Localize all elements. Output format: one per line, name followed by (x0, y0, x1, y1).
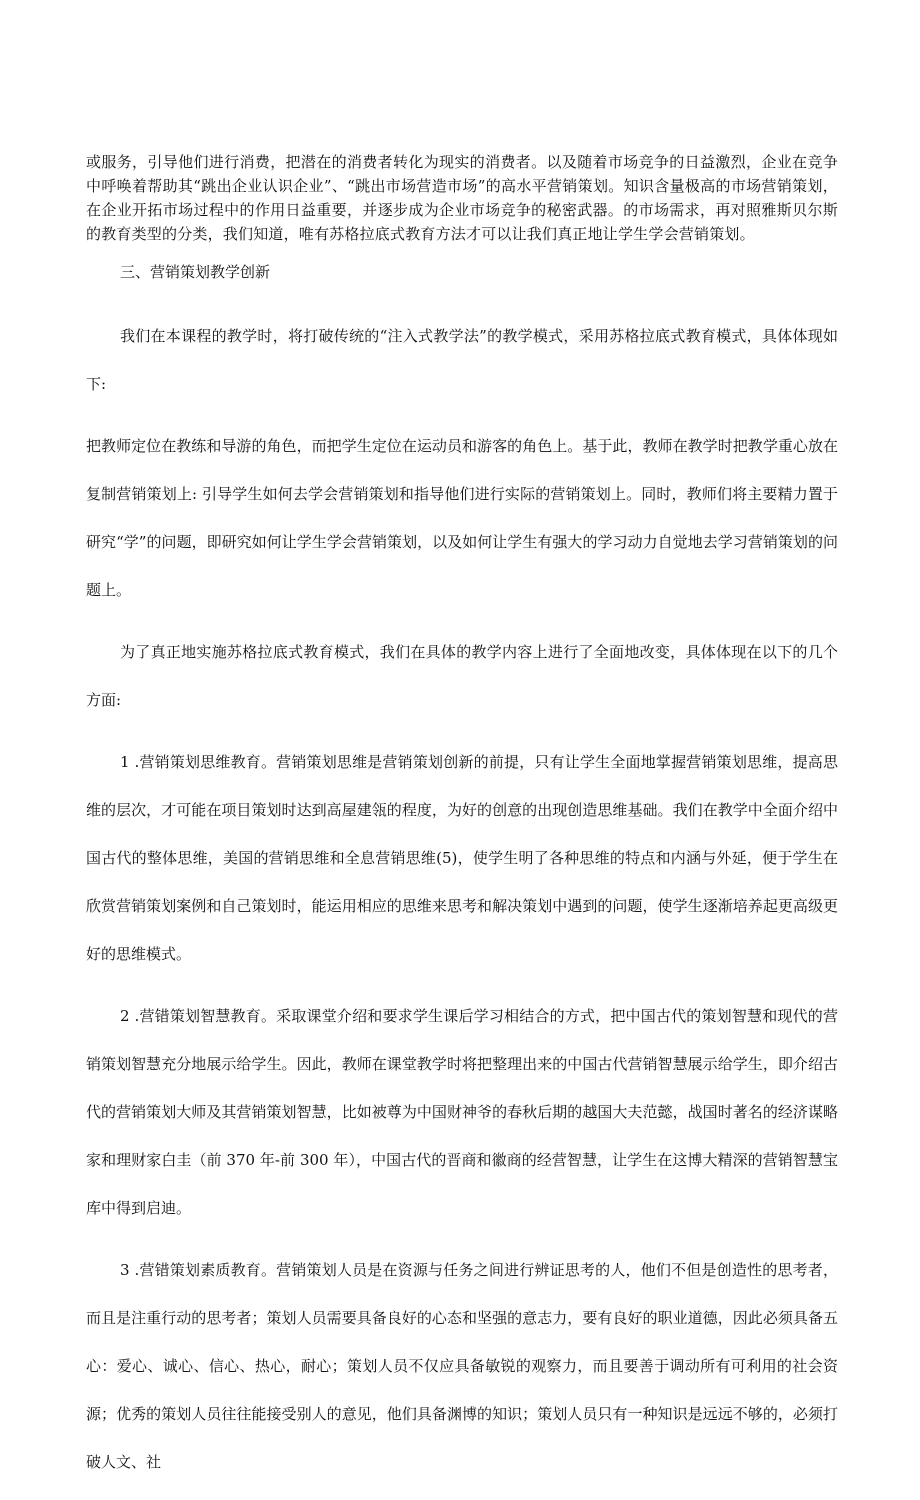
paragraph-teaching-mode: 我们在本课程的教学时，将打破传统的“注入式教学法”的教学模式，采用苏格拉底式教育模式，具体体现如下: (86, 327, 838, 393)
paragraph-thinking-education: 1 .营销策划思维教育。营销策划思维是营销策划创新的前提，只有让学生全面地掌握营销策划思维，提高思维的层次，才可能在项目策划时达到高屋建瓴的程度，为好的创意的出现创造思维基础。我们在教学中全面介绍中国古代的整体思维，美国的营销思维和全息营销思维(5)，使学生明了各种思维的特点和内涵与外延，便于学生在欣赏营销策划案例和自己策划时，能运用相应的思维来思考和解决策划中遇到的问题，使学生逐渐培养起更高级更好的思维模式。 (86, 753, 838, 963)
section-heading: 三、营销策划教学创新 (120, 263, 271, 281)
intro-paragraph: 或服务，引导他们进行消费，把潜在的消费者转化为现实的消费者。以及随着市场竞争的日益激烈，企业在竞争中呼唤着帮助其“跳出企业认识企业”、“跳出市场营造市场”的高水平营销策划。知识含量极高的市场营销策划，在企业开拓市场过程中的作用日益重要，并逐步成为企业市场竞争的秘密武器。的市场需求，再对照雅斯贝尔斯的教育类型的分类，我们知道，唯有苏格拉底式教育方法才可以让我们真正地让学生学会营销策划。 (86, 153, 838, 243)
body-text (86, 312, 838, 1500)
paragraph-wisdom-education: 2 .营错策划智慧教育。采取课堂介绍和要求学生课后学习相结合的方式，把中国古代的策划智慧和现代的营销策划智慧充分地展示给学生。因此，教师在课堂教学时将把整理出来的中国古代营销智慧展示给学生，即介绍古代的营销策划大师及其营销策划智慧，比如被尊为中国财神爷的春秋后期的越国大夫范懿，战国时著名的经济谋略家和理财家白圭（前 370 年-前 300 年），中国古代的晋商和徽商的经营智慧，让学生在这博大精深的营销智慧宝库中得到启迪。 (86, 1007, 838, 1217)
paragraph-teacher-role: 把教师定位在教练和导游的角色，而把学生定位在运动员和游客的角色上。基于此，教师在教学时把教学重心放在复制营销策划上: 引导学生如何去学会营销策划和指导他们进行实际的营销策划上。同时，教师们将主要精力置于研究“学”的问题，即研究如何让学生学会营销策划，以及如何让学生有强大的学习动力自觉地去学习营销策划的问题上。 (86, 437, 838, 599)
paragraph-quality-education: 3 .营错策划素质教育。营销策划人员是在资源与任务之间进行辨证思考的人，他们不但是创造性的思考者，而且是注重行动的思考者；策划人员需要具备良好的心态和坚强的意志力，要有良好的职业道德，因此必须具备五心：爱心、诚心、信心、热心，耐心；策划人员不仅应具备敏锐的观察力，而且要善于调动所有可利用的社会资源；优秀的策划人员往往能接受别人的意见，他们具备渊博的知识；策划人员只有一种知识是远远不够的，必须打破人文、社 (86, 1261, 838, 1471)
paragraph-content-change: 为了真正地实施苏格拉底式教育模式，我们在具体的教学内容上进行了全面地改变，具体体现在以下的几个方面: (86, 643, 838, 709)
